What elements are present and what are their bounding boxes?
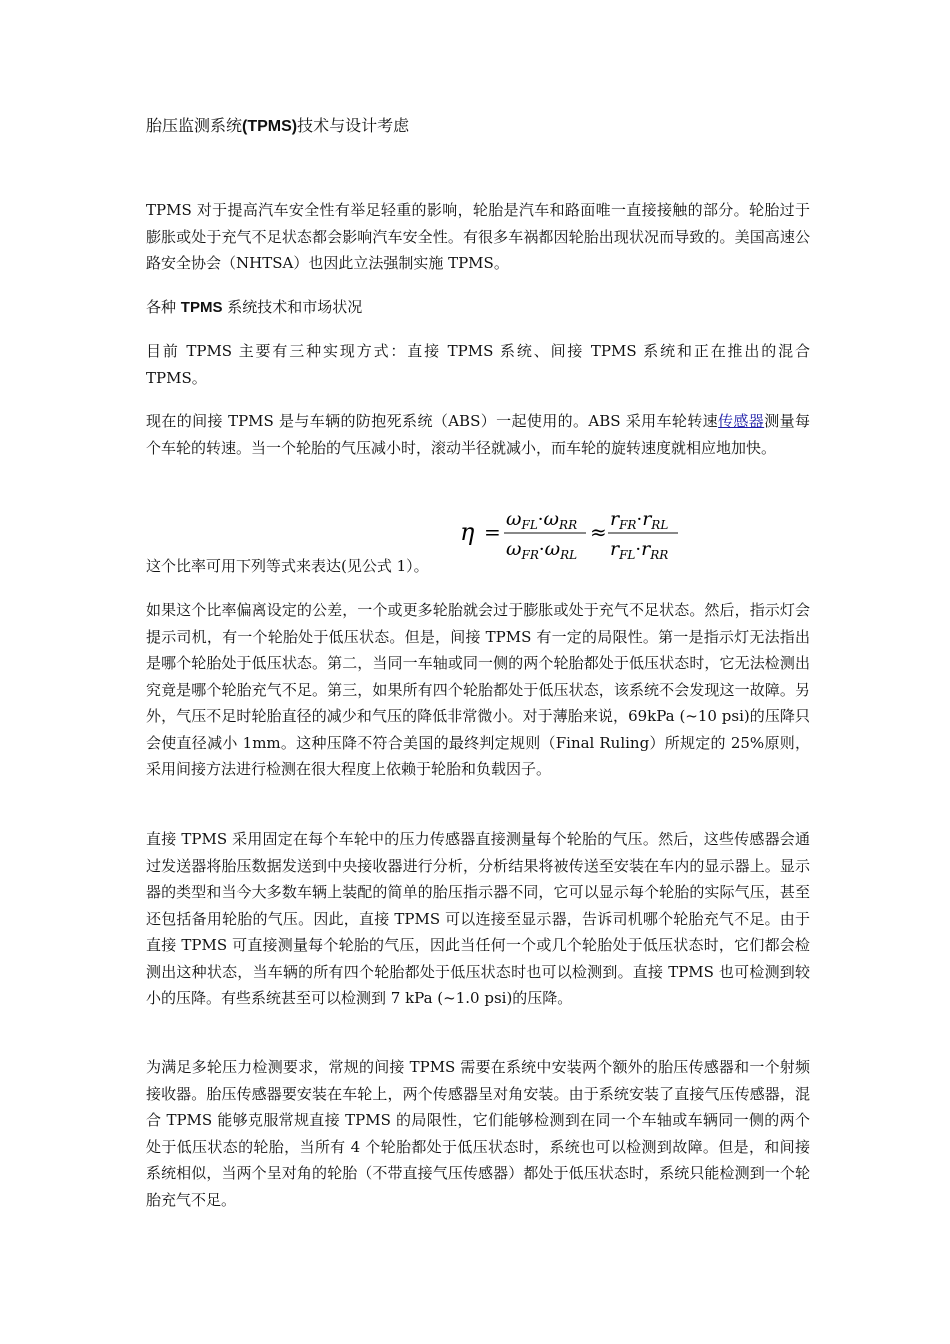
paragraph-indirect-limits: 如果这个比率偏离设定的公差，一个或更多轮胎就会过于膨胀或处于充气不足状态。然后，指示灯会提示司机，有一个轮胎处于低压状态。但是，间接 TPMS 有一定的局限性。第一是指示灯无法指出是哪个轮胎处于低压状态。第二，当同一车轴或同一侧的两个轮胎都处于低压状态时，它无法检测出究竟是哪个轮胎充气不足。第三，如果所有四个轮胎都处于低压状态，该系统不会发现这一故障。另外，气压不足时轮胎直径的减少和气压的降低非常微小。对于薄胎来说，69kPa (~10 psi)的压降只会使直径减小 1mm。这种压降不符合美国的最终判定规则（Final Ruling）所规定的 25%原则，采用间接方法进行检测在很大程度上依赖于轮胎和负载因子。 (146, 601, 810, 778)
equals-sign: = (484, 520, 501, 544)
omega-fr: $\omega_{FR}\cdot\omega_{RL}$ (506, 538, 578, 562)
formula-caption: 这个比率可用下列等式来表达(见公式 1）。 (146, 557, 429, 575)
title-suffix: 技术与设计考虑 (297, 116, 410, 135)
paragraph-intro: TPMS 对于提高汽车安全性有举足轻重的影响，轮胎是汽车和路面唯一直接接触的部分。轮胎过于膨胀或处于充气不足状态都会影响汽车安全性。有很多车祸都因轮胎出现状况而导致的。美国高速公路安全协会（NHTSA）也因此立法强制实施 TPMS。 (146, 201, 810, 272)
paragraph-indirect (146, 408, 810, 461)
paragraph-hybrid: 为满足多轮压力检测要求，常规的间接 TPMS 需要在系统中安装两个额外的胎压传感器和一个射频接收器。胎压传感器要安装在车轮上，两个传感器呈对角安装。由于系统安装了直接气压传感器，混合 TPMS 能够克服常规直接 TPMS 的局限性，它们能够检测到在同一个车轴或车辆同一侧的两个处于低压状态的轮胎，当所有 4 个轮胎都处于低压状态时，系统也可以检测到故障。但是，和间接系统相似，当两个呈对角的轮胎（不带直接气压传感器）都处于低压状态时，系统只能检测到一个轮胎充气不足。 (146, 1058, 810, 1209)
heading-prefix: 各种 (146, 298, 181, 316)
title-prefix: 胎压监测系统 (146, 116, 243, 135)
indirect-text-before: 现在的间接 TPMS 是与车辆的防抱死系统（ABS）一起使用的。ABS 采用车轮转速 (146, 412, 719, 430)
indirect-text-after: 测量每个车轮的转速。当一个轮胎的气压减小时，滚动半径就减小，而车轮的旋转速度就相应地加快。 (146, 412, 810, 457)
heading-suffix: 系统技术和市场状况 (222, 298, 363, 316)
heading-bold: TPMS (180, 299, 223, 316)
r-fr: $r_{FR}\cdot r_{RL}$ (610, 508, 669, 532)
document-title (146, 113, 409, 140)
paragraph-methods: 目前 TPMS 主要有三种实现方式：直接 TPMS 系统、间接 TPMS 系统和正在推出的混合 TPMS。 (146, 342, 810, 387)
approx-sign: ≈ (590, 520, 607, 544)
paragraph-direct: 直接 TPMS 采用固定在每个车轮中的压力传感器直接测量每个轮胎的气压。然后，这些传感器会通过发送器将胎压数据发送到中央接收器进行分析，分析结果将被传送至安装在车内的显示器上。显示器的类型和当今大多数车辆上装配的简单的胎压指示器不同，它可以显示每个轮胎的实际气压，甚至还包括备用轮胎的气压。因此，直接 TPMS 可以连接至显示器，告诉司机哪个轮胎充气不足。由于直接 TPMS 可直接测量每个轮胎的气压，因此当任何一个或几个轮胎处于低压状态时，它们都会检测出这种状态，当车辆的所有四个轮胎都处于低压状态时也可以检测到。直接 TPMS 也可检测到较小的压降。有些系统甚至可以检测到 7 kPa (~1.0 psi)的压降。 (146, 830, 810, 1007)
formula-1 (458, 505, 698, 565)
eta-symbol: η (460, 518, 475, 546)
section-heading (146, 294, 810, 322)
title-bold: (TPMS) (242, 118, 298, 135)
omega-fl: $\omega_{FL}\cdot\omega_{RR}$ (506, 508, 578, 532)
formula-svg (458, 505, 698, 565)
sensor-link[interactable]: 传感器 (718, 412, 765, 430)
formula-row (146, 505, 810, 577)
r-fl: $r_{FL}\cdot r_{RR}$ (610, 538, 669, 562)
